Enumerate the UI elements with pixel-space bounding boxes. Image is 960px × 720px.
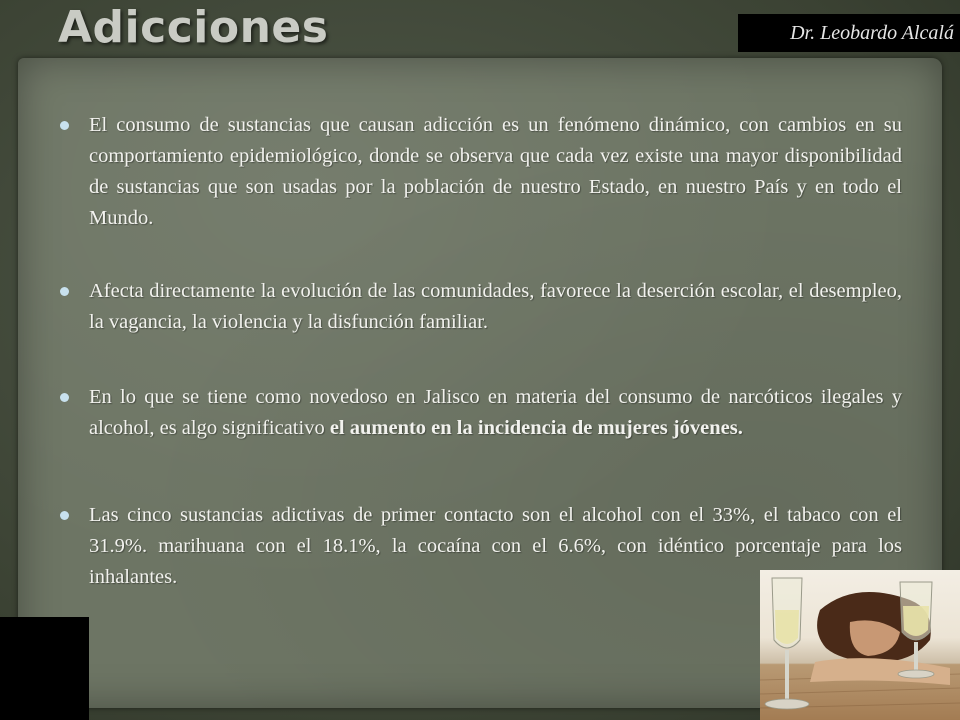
bullet-text-bold: el aumento en la incidencia de mujeres jóvenes. <box>329 417 743 439</box>
bullet-text: Afecta directamente la evolución de las comunidades, favorece la deserción escolar, el desempleo, la vagancia, la violencia y la disfunción familiar. <box>89 280 902 333</box>
bullet-text-plain: En lo que se tiene como novedoso en Jalisco en materia del consumo de narcóticos ilegales y alcohol, es algo significativo <box>89 386 902 439</box>
author-label: Dr. Leobardo Alcalá <box>738 14 960 52</box>
photo-illustration-icon <box>760 570 960 720</box>
bullet-marker-icon <box>60 511 69 520</box>
bullet-item <box>60 276 902 338</box>
bullet-text: Las cinco sustancias adictivas de primer contacto son el alcohol con el 33%, el tabaco con el 31.9%. marihuana con el 18.1%, la cocaína con el 6.6%, con idéntico porcentaje para los inhalantes. <box>89 504 902 588</box>
bullet-item <box>60 110 902 234</box>
illustration-photo <box>760 570 960 720</box>
bullet-marker-icon <box>60 393 69 402</box>
bullet-text <box>89 382 902 444</box>
corner-block <box>0 617 89 720</box>
wine-glass-left <box>765 578 809 709</box>
bullet-marker-icon <box>60 121 69 130</box>
slide-title: Adicciones <box>58 2 329 53</box>
bullet-text: El consumo de sustancias que causan adicción es un fenómeno dinámico, con cambios en su comportamiento epidemiológico, donde se observa que cada vez existe una mayor disponibilidad de sustancias que son usadas por la población de nuestro Estado, en nuestro País y en todo el Mundo. <box>89 114 902 229</box>
bullet-marker-icon <box>60 287 69 296</box>
bullet-item <box>60 382 902 444</box>
